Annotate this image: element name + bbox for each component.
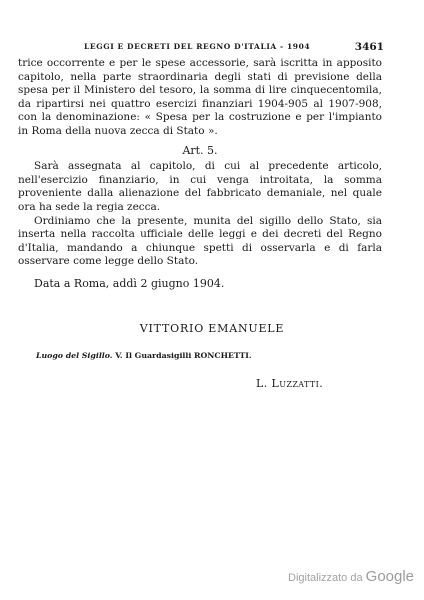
header-title: LEGGI E DECRETI DEL REGNO D'ITALIA - 1904 bbox=[84, 42, 311, 51]
google-logo: Google bbox=[365, 568, 415, 585]
minister-initial: L. bbox=[256, 377, 268, 390]
seal-prefix: Luogo del Sigillo. bbox=[36, 351, 113, 360]
king-signature: VITTORIO EMANUELE bbox=[139, 322, 285, 335]
article-paragraph: Sarà assegnata al capitolo, di cui al precedente articolo, nell'esercizio finanziario, in cui venga introitata, la somma proveniente dalla alienazione del fabbricato demaniale, nel quale ora ha sede la regia zecca. bbox=[18, 160, 382, 213]
article-heading: Art. 5. bbox=[182, 143, 218, 157]
minister-signature bbox=[256, 377, 323, 390]
seal-note bbox=[36, 351, 252, 360]
minister-surname: Luzzatti. bbox=[271, 377, 324, 390]
watermark-prefix: Digitalizzato da bbox=[288, 572, 363, 584]
enactment-paragraph: Ordiniamo che la presente, munita del sigillo dello Stato, sia inserta nella raccolta ufficiale delle leggi e dei decreti del Regno d'Italia, mandando a chiunque spetti di osservarla e di farla osservare come legge dello Stato. bbox=[18, 214, 382, 268]
digitization-watermark bbox=[288, 568, 414, 585]
date-line: Data a Roma, addì 2 giugno 1904. bbox=[34, 276, 225, 290]
running-header bbox=[84, 42, 384, 54]
page-number: 3461 bbox=[354, 41, 384, 53]
document-body bbox=[18, 57, 382, 291]
seal-text: V. Il Guardasigilli RONCHETTI. bbox=[115, 351, 252, 360]
body-paragraph: trice occorrente e per le spese accessorie, sarà iscritta in apposito capitolo, nella parte straordinaria degli stati di previsione della spesa per il Ministero del tesoro, la somma di lire cinquecentomila, da ripartirsi nei quattro esercizi finanziari 1904-905 al 1907-908, con la denominazione: « Spesa per la costruzione e per l'impianto in Roma della nuova zecca di Stato ». bbox=[18, 57, 382, 137]
